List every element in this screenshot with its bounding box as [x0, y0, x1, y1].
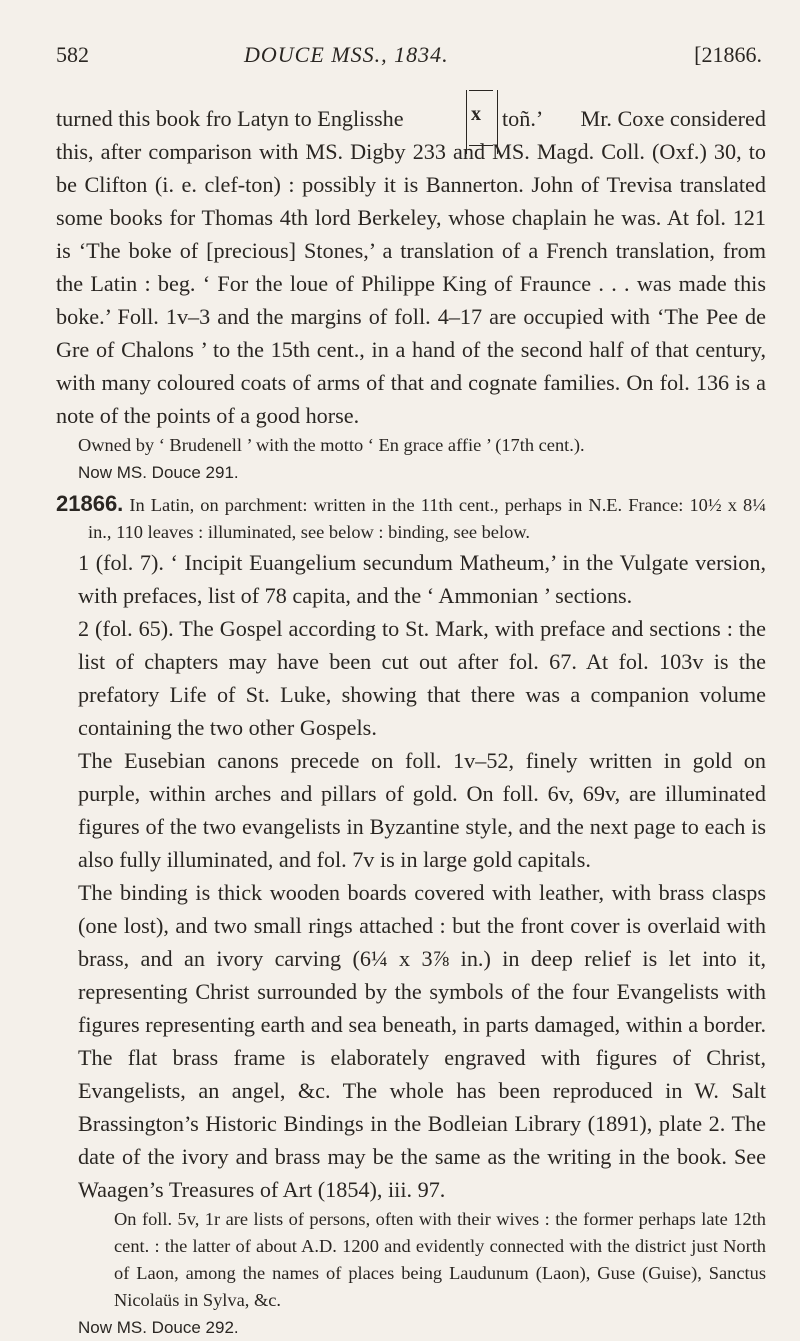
- entry-number: 21866.: [56, 491, 124, 516]
- first-line-text-b: toñ.’: [502, 106, 544, 131]
- running-title: DOUCE MSS., 1834.: [244, 42, 449, 67]
- entry-summary-text: In Latin, on parchment: written in the 11th cent., perhaps in N.E. France: 10½ x 8¼ in., 110 leaves : illuminated, see below : binding, see below.: [88, 495, 766, 542]
- first-line-text-c: Mr. Coxe considered: [580, 106, 766, 131]
- page-body: [56, 102, 766, 1341]
- continued-first-line: [56, 102, 766, 135]
- entry-canons: The Eusebian canons precede on foll. 1v–52, finely written in gold on purple, within arches and pillars of gold. On foll. 6v, 69v, are illuminated figures of the two evangelists in Byzantine style, and the next page to each is also fully illuminated, and fol. 7v is in large gold capitals.: [78, 748, 766, 872]
- glyph-mark: x: [471, 103, 481, 125]
- entry-item-1: 1 (fol. 7). ‘ Incipit Euangelium secundum Matheum,’ in the Vulgate version, with prefaces, list of 78 capita, and the ‘ Ammonian ’ sections.: [78, 550, 766, 608]
- entry-shelfmark: Now MS. Douce 292.: [78, 1318, 239, 1337]
- running-head: [56, 42, 762, 72]
- first-line-text-a: turned this book fro Latyn to Englisshe: [56, 106, 404, 131]
- entry-item-2: 2 (fol. 65). The Gospel according to St. Mark, with preface and sections : the list of chapters may have been cut out after fol. 67. At fol. 103v is the prefatory Life of St. Luke, showing that there was a companion volume containing the two other Gospels.: [78, 616, 766, 740]
- running-shelfmark: [21866.: [694, 42, 762, 67]
- entry-note: On foll. 5v, 1r are lists of persons, often with their wives : the former perhaps late 12th cent. : the latter of about A.D. 1200 and evidently connected with the district just North of Laon, among the names of places being Laudunum (Laon), Guse (Guise), Sanctus Nicolaüs in Sylva, &c.: [114, 1209, 766, 1310]
- abbreviation-glyph: [466, 90, 498, 154]
- prev-entry-ownership: Owned by ‘ Brudenell ’ with the motto ‘ En grace affie ’ (17th cent.).: [78, 435, 585, 455]
- prev-entry-description: this, after comparison with MS. Digby 233 and MS. Magd. Coll. (Oxf.) 30, to be Clifton (i. e. clef-ton) : possibly it is Bannerton. John of Trevisa translated some books for Thomas 4th lord Berkeley, whose chaplain he was. At fol. 121 is ‘The boke of [precious] Stones,’ a translation of a French translation, from the Latin : beg. ‘ For the loue of Philippe King of Fraunce . . . was made this boke.’ Foll. 1v–3 and the margins of foll. 4–17 are occupied with ‘The Pee de Gre of Chalons ’ to the 15th cent., in a hand of the second half of that century, with many coloured coats of arms of that and cognate families. On fol. 136 is a note of the points of a good horse.: [56, 139, 766, 428]
- prev-entry-shelfmark: Now MS. Douce 291.: [78, 463, 239, 482]
- entry-binding: The binding is thick wooden boards covered with leather, with brass clasps (one lost), and two small rings attached : but the front cover is overlaid with brass, and an ivory carving (6¼ x 3⅞ in.) in deep relief is let into it, representing Christ surrounded by the symbols of the four Evangelists with figures representing earth and sea beneath, in parts damaged, within a border. The flat brass frame is elaborately engraved with figures of Christ, Evangelists, an angel, &c. The whole has been reproduced in W. Salt Brassington’s Historic Bindings in the Bodleian Library (1891), plate 2. The date of the ivory and brass may be the same as the writing in the book. See Waagen’s Treasures of Art (1854), iii. 97.: [78, 880, 766, 1202]
- entry-summary: [56, 490, 766, 546]
- page-number: 582: [56, 42, 89, 67]
